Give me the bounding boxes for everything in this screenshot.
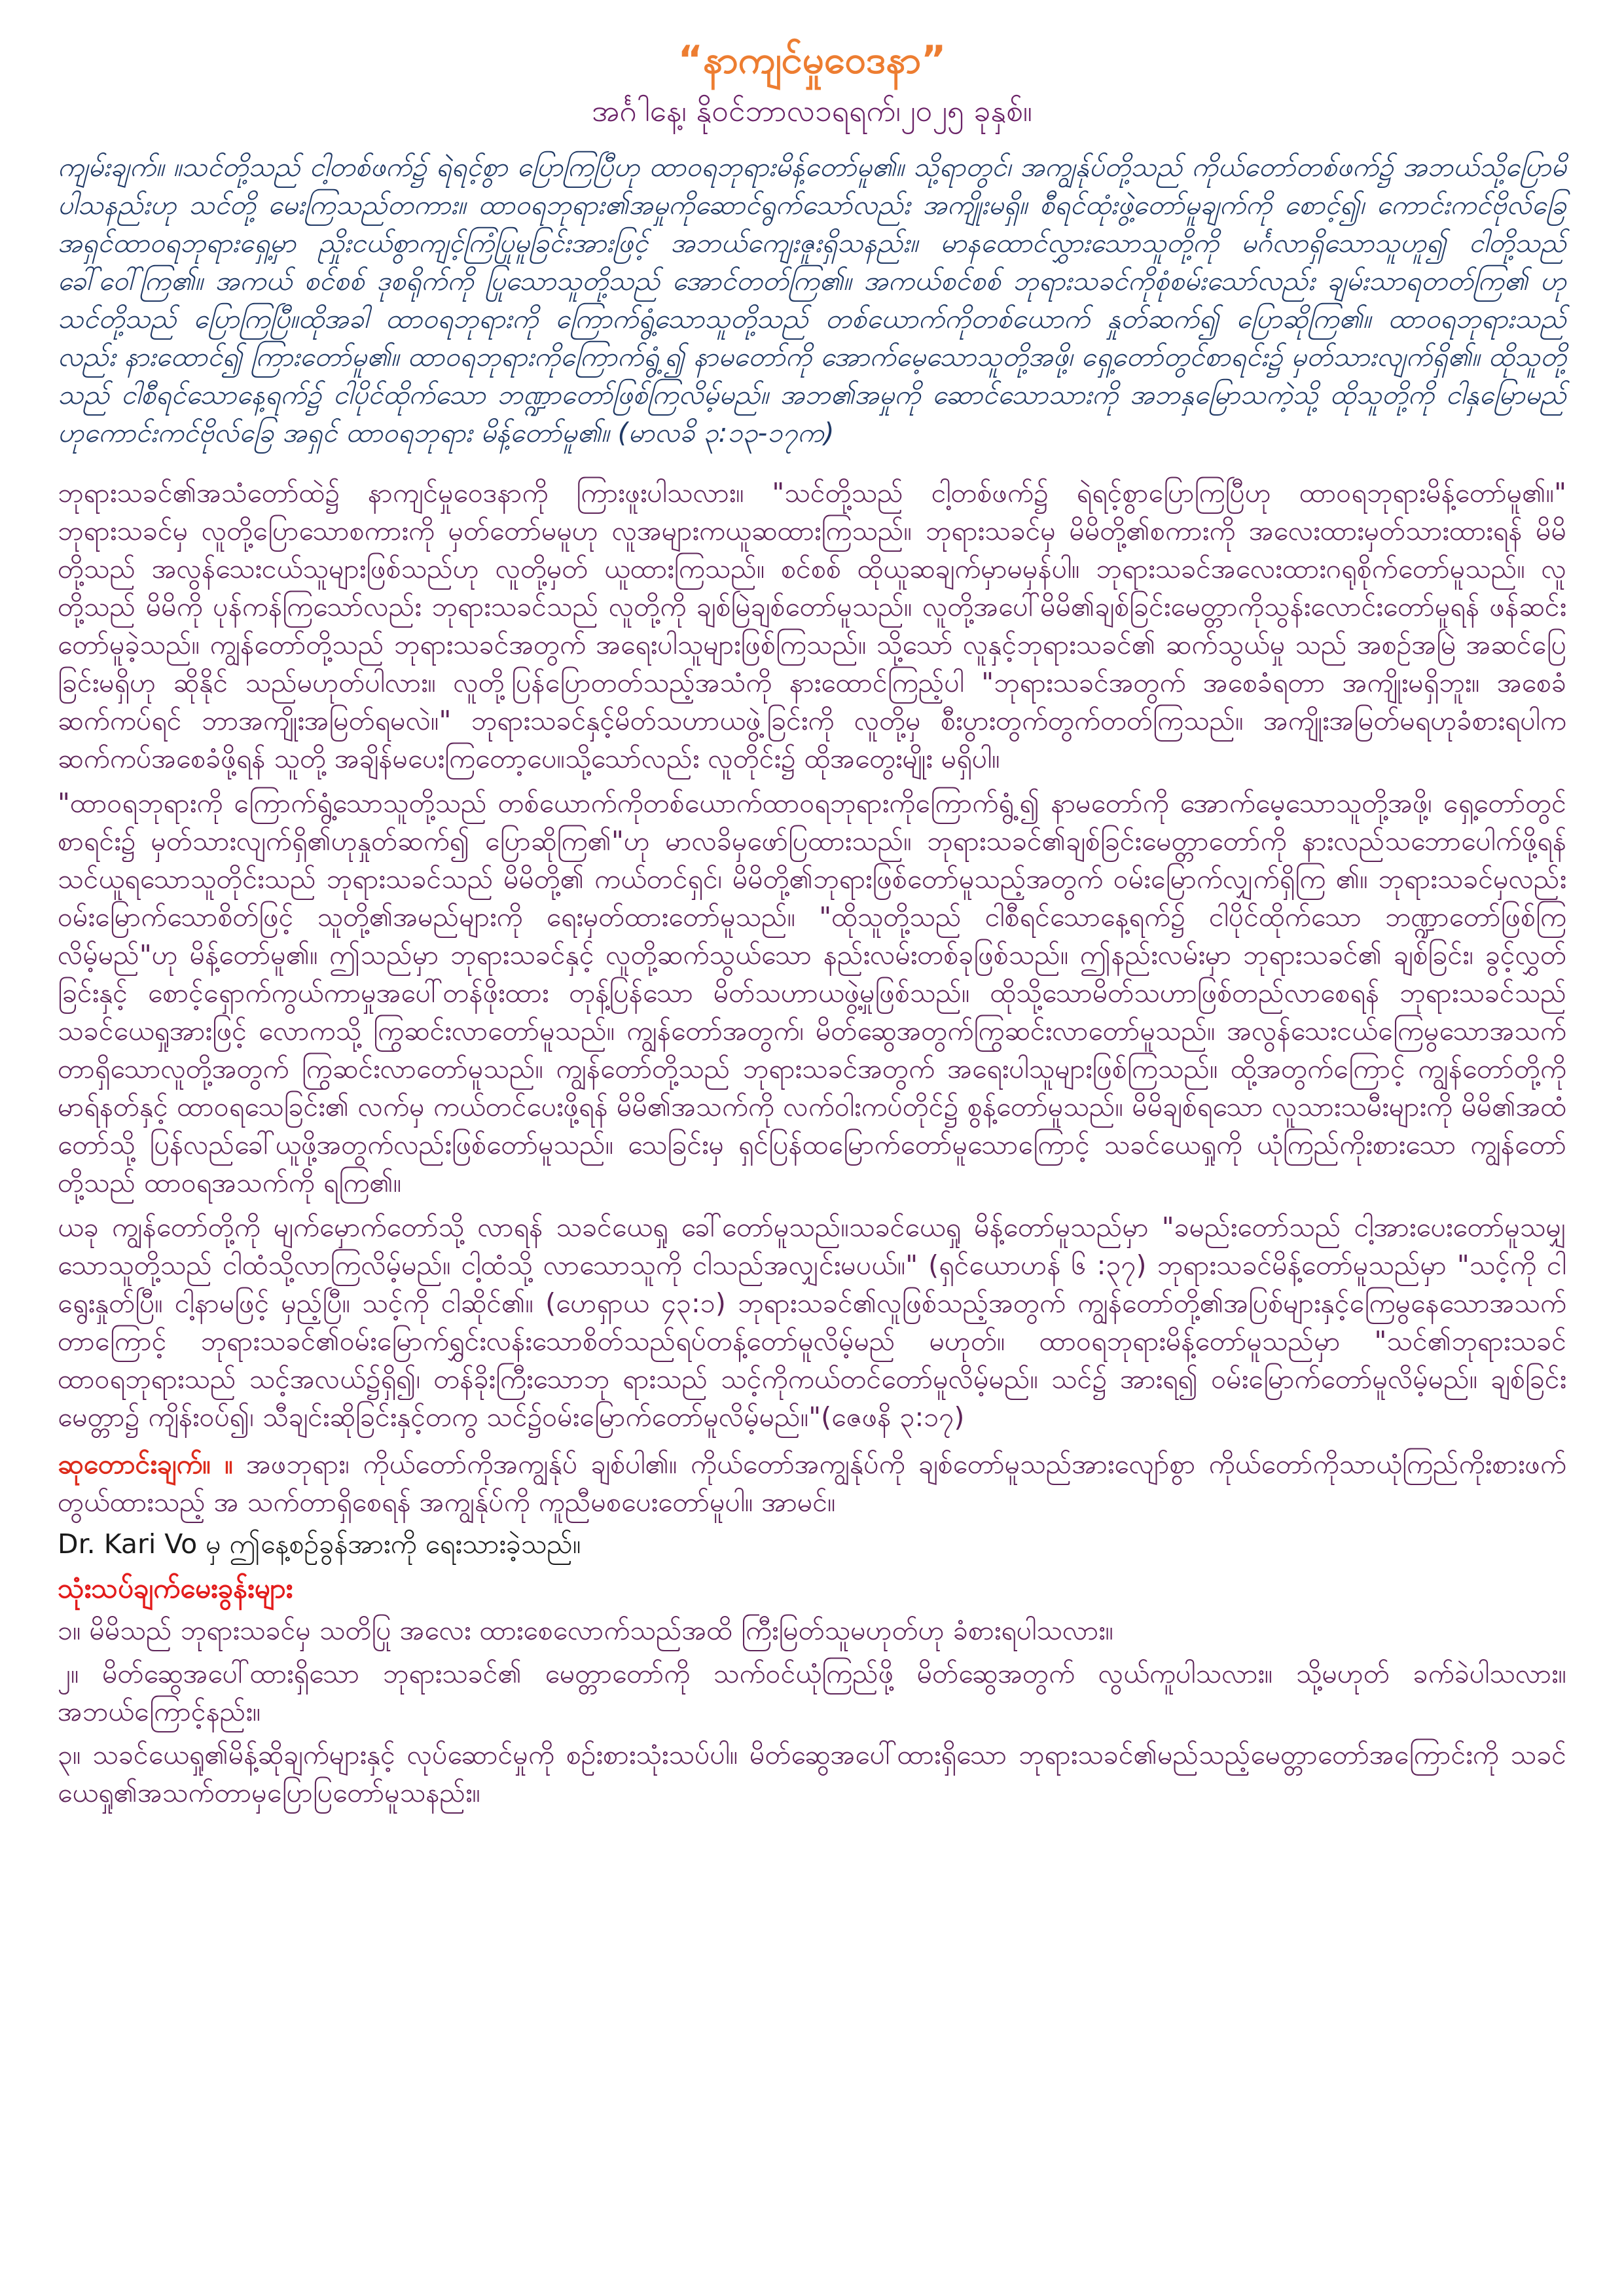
body-paragraph-3: ယခု ကျွန်တော်တို့ကို မျက်မှောက်တော်သို့ လာရန် သခင်ယေရှု ခေါ်တော်မူသည်။သခင်ယေရှု မိန့်တော်မူသည်မှာ "ခမည်းတော်သည် ငါ့အားပေးတော်မူသမျှသောသူတို့သည် ငါထံသို့လာကြလိမ့်မည်။ ငါ့ထံသို့ လာသောသူကို ငါသည်အလျှင်းမပယ်။" (ရှင်ယောဟန် ၆ :၃၇) ဘုရားသခင်မိန့်တော်မူသည်မှာ "သင့်ကို ငါရွေးနှုတ်ပြီ။ ငါ့နာမဖြင့် မှည့်ပြီ။ သင့်ကို ငါဆိုင်၏။ (ဟေရှာယ ၄၃:၁) ဘုရားသခင်၏လူဖြစ်သည့်အတွက် ကျွန်တော်တို့၏အပြစ်များနှင့်ကြေမွနေသောအသက်တာကြောင့် ဘုရားသခင်၏ဝမ်းမြောက်ရွှင်းလန်းသောစိတ်သည်ရပ်တန့်တော်မူလိမ့်မည် မဟုတ်။ ထာဝရဘုရားမိန့်တော်မူသည်မှာ "သင်၏ဘုရားသခင် ထာဝရဘုရားသည် သင့်အလယ်၌ရှိ၍၊ တန်ခိုးကြီးသောဘု ရားသည် သင့်ကိုကယ်တင်တော်မူလိမ့်မည်။ သင်၌ အားရ၍ ဝမ်းမြောက်တော်မူလိမ့်မည်။ ချစ်ခြင်းမေတ္တာ၌ ကျိန်းဝပ်၍၊ သီချင်းဆိုခြင်းနှင့်တကွ သင်၌ဝမ်းမြောက်တော်မူလိမ့်မည်။"(ဇေဖနိ ၃:၁၇) (58, 1211, 1566, 1433)
page-title: “နာကျင်မှုဝေဒနာ” (677, 37, 947, 82)
question-item-2: ၂။ မိတ်ဆွေအပေါ်ထားရှိသော ဘုရားသခင်၏ မေတ္တာတော်ကို သက်ဝင်ယုံကြည်ဖို့ မိတ်ဆွေအတွက် လွယ်ကူပါသလား။ သို့မဟုတ် ခက်ခဲပါသလား။ အဘယ်ကြောင့်နည်း။ (58, 1658, 1566, 1728)
body-paragraph-1: ဘုရားသခင်၏အသံတော်ထဲ၌ နာကျင်မှုဝေဒနာကို ကြားဖူးပါသလား။ "သင်တို့သည် ငါ့တစ်ဖက်၌ ရဲရင့်စွာပြောကြပြီဟု ထာဝရဘုရားမိန့်တော်မူ၏။" ဘုရားသခင်မှ လူတို့ပြောသောစကားကို မှတ်တော်မမူဟု လူအများကယူဆထားကြသည်။ ဘုရားသခင်မှ မိမိတို့၏စကားကို အလေးထားမှတ်သားထားရန် မိမိတို့သည် အလွန်သေးငယ်သူများဖြစ်သည်ဟု လူတို့မှတ် ယူထားကြသည်။ စင်စစ် ထိုယူဆချက်မှာမမှန်ပါ။ ဘုရားသခင်အလေးထားဂရုစိုက်တော်မူသည်။ လူတို့သည် မိမိကို ပုန်ကန်ကြသော်လည်း ဘုရားသခင်သည် လူတို့ကို ချစ်မြဲချစ်တော်မူသည်။ လူတို့အပေါ်မိမိ၏ချစ်ခြင်းမေတ္တာကိုသွန်းလောင်းတော်မူရန် ဖန်ဆင်းတော်မူခဲ့သည်။ ကျွန်တော်တို့သည် ဘုရားသခင်အတွက် အရေးပါသူများဖြစ်ကြသည်။ သို့သော် လူနှင့်ဘုရားသခင်၏ ဆက်သွယ်မှု သည် အစဉ်အမြဲ အဆင်ပြေခြင်းမရှိဟု ဆိုနိုင် သည်မဟုတ်ပါလား။ လူတို့ပြန်ပြောတတ်သည့်အသံကို နားထောင်ကြည့်ပါ "ဘုရားသခင်အတွက် အစေခံရတာ အကျိုးမရှိဘူး။ အစေခံဆက်ကပ်ရင် ဘာအကျိုးအမြတ်ရမလဲ။" ဘုရားသခင်နှင့်မိတ်သဟာယဖွဲ့ခြင်းကို လူတို့မှ စီးပွားတွက်တွက်တတ်ကြသည်။ အကျိုးအမြတ်မရဟုခံစားရပါက ဆက်ကပ်အစေခံဖို့ရန် သူတို့ အချိန်မပေးကြတော့ပေ။သို့သော်လည်း လူတိုင်း၌ ထိုအတွေးမျိုး မရှိပါ။ (58, 477, 1566, 775)
prayer-label: ဆုတောင်းချက်။ ။ (58, 1448, 233, 1480)
date-line: အင်္ဂါနေ့၊ နိုဝင်ဘာလ၁ရရက်၊၂၀၂၅ ခုနှစ်။ (592, 93, 1032, 129)
questions-heading: သုံးသပ်ချက်မေးခွန်းများ (58, 1572, 293, 1605)
question-item-3: ၃။ သခင်ယေရှု၏မိန့်ဆိုချက်များနှင့် လုပ်ဆောင်မှုကို စဉ်းစားသုံးသပ်ပါ။ မိတ်ဆွေအပေါ်ထားရှိသော ဘုရားသခင်၏မည်သည့်မေတ္တာတော်အကြောင်းကို သခင်ယေရှု၏အသက်တာမှပြောပြတော်မူသနည်း။ (58, 1739, 1566, 1809)
body-paragraph-2: "ထာဝရဘုရားကို ကြောက်ရွံ့သောသူတို့သည် တစ်ယောက်ကိုတစ်ယောက်ထာဝရဘုရားကိုကြောက်ရွံ့၍ နာမတော်ကို အောက်မေ့သောသူတို့အဖို့၊ ရှေ့တော်တွင်စာရင်း၌ မှတ်သားလျက်ရှိ၏ဟုနှုတ်ဆက်၍ ပြောဆိုကြ၏"ဟု မာလခိမှဖော်ပြထားသည်။ ဘုရားသခင်၏ချစ်ခြင်းမေတ္တာတော်ကို နားလည်သဘောပေါက်ဖို့ရန် သင်ယူရသောသူတိုင်းသည် ဘုရားသခင်သည် မိမိတို့၏ ကယ်တင်ရှင်၊ မိမိတို့၏ဘုရားဖြစ်တော်မူသည့်အတွက် ဝမ်းမြောက်လျှက်ရှိကြ ၏။ ဘုရားသခင်မှလည်း ဝမ်းမြောက်သောစိတ်ဖြင့် သူတို့၏အမည်များကို ရေးမှတ်ထားတော်မူသည်။ "ထိုသူတို့သည် ငါစီရင်သောနေ့ရက်၌ ငါပိုင်ထိုက်သော ဘဏ္ဍာတော်ဖြစ်ကြ လိမ့်မည်"ဟု မိန့်တော်မူ၏။ ဤသည်မှာ ဘုရားသခင်နှင့် လူတို့ဆက်သွယ်သော နည်းလမ်းတစ်ခုဖြစ်သည်။ ဤနည်းလမ်းမှာ ဘုရားသခင်၏ ချစ်ခြင်း၊ ခွင့်လွှတ်ခြင်းနှင့် စောင့်ရှောက်ကွယ်ကာမှုအပေါ်တန်ဖိုးထား တုန့်ပြန်သော မိတ်သဟာယဖွဲ့မှုဖြစ်သည်။ ထိုသို့သောမိတ်သဟာဖြစ်တည်လာစေရန် ဘုရားသခင်သည် သခင်ယေရှုအားဖြင့် လောကသို့ ကြွဆင်းလာတော်မူသည်။ ကျွန်တော်အတွက်၊ မိတ်ဆွေအတွက်ကြွဆင်းလာတော်မူသည်။ အလွန်သေးငယ်ကြေမွသောအသက်တာရှိသောလူတို့အတွက် ကြွဆင်းလာတော်မူသည်။ ကျွန်တော်တို့သည် ဘုရားသခင်အတွက် အရေးပါသူများဖြစ်ကြသည်။ ထို့အတွက်ကြောင့် ကျွန်တော်တို့ကိုမာရ်နတ်နှင့် ထာဝရသေခြင်း၏ လက်မှ ကယ်တင်ပေးဖို့ရန် မိမိ၏အသက်ကို လက်ဝါးကပ်တိုင်၌ စွန့်တော်မူသည်။ မိမိချစ်ရသော လူသားသမီးများကို မိမိ၏အထံတော်သို့ ပြန်လည်ခေါ်ယူဖို့အတွက်လည်းဖြစ်တော်မူသည်။ သေခြင်းမှ ရှင်ပြန်ထမြောက်တော်မူသောကြောင့် သခင်ယေရှုကို ယုံကြည်ကိုးစားသော ကျွန်တော်တို့သည် ထာဝရအသက်ကို ရကြ၏။ (58, 787, 1566, 1199)
author-line: Dr. Kari Vo မှ ဤနေ့စဉ်ခွန်အားကို ရေးသားခဲ့သည်။ (58, 1528, 581, 1560)
prayer-paragraph (58, 1445, 1566, 1521)
question-item-1: ၁။ မိမိသည် ဘုရားသခင်မှ သတိပြု အလေး ထားစေလောက်သည်အထိ ကြီးမြတ်သူမဟုတ်ဟု ခံစားရပါသလား။ (58, 1615, 1114, 1647)
scripture-paragraph: ကျမ်းချက်။ ။သင်တို့သည် ငါ့တစ်ဖက်၌ ရဲရင့်စွာ ပြောကြပြီဟု ထာဝရဘုရားမိန့်တော်မူ၏။ သို့ရာတွင်၊ အကျွန်ုပ်တို့သည် ကိုယ်တော်တစ်ဖက်၌ အဘယ်သို့ပြောမိပါသနည်းဟု သင်တို့ မေးကြသည်တကား။ ထာဝရဘုရား၏အမှုကိုဆောင်ရွက်သော်လည်း အကျိုးမရှိ။ စီရင်ထုံးဖွဲ့တော်မူချက်ကို စောင့်၍၊ ကောင်းကင်ဗိုလ်ခြေအရှင်ထာဝရဘုရားရှေ့မှာ ညှိုးငယ်စွာကျင့်ကြံပြုမူခြင်းအားဖြင့် အဘယ်ကျေးဇူးရှိသနည်း။ မာနထောင်လွှားသောသူတို့ကို မင်္ဂလာရှိသောသူဟူ၍ ငါတို့သည် ခေါ်ဝေါ်ကြ၏။ အကယ် စင်စစ် ဒုစရိုက်ကို ပြုသောသူတို့သည် အောင်တတ်ကြ၏။ အကယ်စင်စစ် ဘုရားသခင်ကိုစုံစမ်းသော်လည်း ချမ်းသာရတတ်ကြ၏ ဟု သင်တို့သည် ပြောကြပြီ။ထိုအခါ ထာဝရဘုရားကို ကြောက်ရွံ့သောသူတို့သည် တစ်ယောက်ကိုတစ်ယောက် နှုတ်ဆက်၍ ပြောဆိုကြ၏။ ထာဝရဘုရားသည် လည်း နားထောင်၍ ကြားတော်မူ၏။ ထာဝရဘုရားကိုကြောက်ရွံ့၍ နာမတော်ကို အောက်မေ့သောသူတို့အဖို့၊ ရှေ့တော်တွင်စာရင်း၌ မှတ်သားလျက်ရှိ၏။ ထိုသူတို့ သည် ငါစီရင်သောနေ့ရက်၌ ငါပိုင်ထိုက်သော ဘဏ္ဍာတော်ဖြစ်ကြလိမ့်မည်။ အဘ၏အမှုကို ဆောင်သောသားကို အဘနှမြောသကဲ့သို့ ထိုသူတို့ကို ငါနှမြောမည်ဟုကောင်းကင်ဗိုလ်ခြေ အရှင် ထာဝရဘုရား မိန့်တော်မူ၏။ (မာလခိ ၃:၁၃-၁၇က) (58, 151, 1566, 449)
prayer-text: အဖဘုရား၊ ကိုယ်တော်ကိုအကျွန်ုပ် ချစ်ပါ၏။ ကိုယ်တော်အကျွန်ုပ်ကို ချစ်တော်မူသည်အားလျော်စွာ ကိုယ်တော်ကိုသာယုံကြည်ကိုးစားဖက်တွယ်ထားသည့် အ သက်တာရှိစေရန် အကျွန်ုပ်ကို ကူညီမစပေးတော်မူပါ။ အာမင်။ (58, 1448, 1566, 1518)
